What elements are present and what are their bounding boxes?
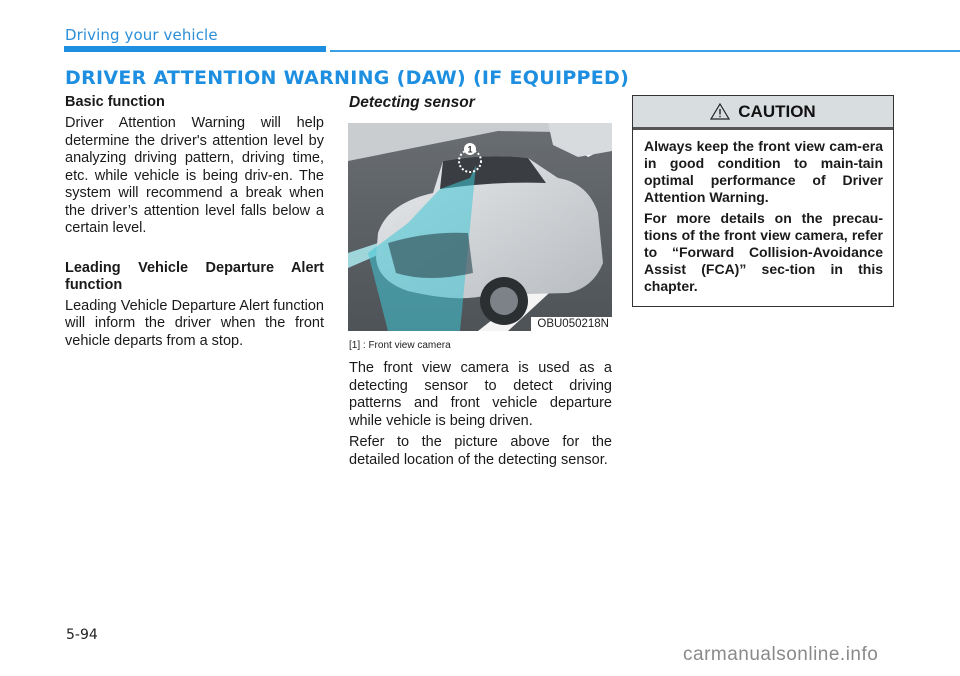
watermark: carmanualsonline.info bbox=[683, 644, 879, 665]
lvda-heading: Leading Vehicle Departure Alert function bbox=[65, 259, 324, 293]
caution-paragraph-1: Always keep the front view cam-era in good condition to main-tain optimal performance of Driver Attention Warning. bbox=[644, 138, 883, 205]
caution-box bbox=[632, 95, 894, 307]
section-label: Driving your vehicle bbox=[65, 26, 218, 44]
sensor-paragraph-1: The front view camera is used as a detecting sensor to detect driving patterns and front vehicle departure while vehicle is being driven. bbox=[349, 360, 612, 429]
left-column bbox=[65, 94, 324, 350]
sensor-paragraph-2: Refer to the picture above for the detailed location of the detecting sensor. bbox=[349, 434, 612, 468]
caution-title: CAUTION bbox=[738, 101, 816, 121]
lvda-text: Leading Vehicle Departure Alert function will inform the driver when the front vehicle departs from a stop. bbox=[65, 297, 324, 349]
car-illustration bbox=[348, 123, 612, 331]
basic-function-heading: Basic function bbox=[65, 94, 165, 110]
caution-paragraph-2: For more details on the precau-tions of the front view camera, refer to “Forward Collision-Avoidance Assist (FCA)” sec-tion in this chapter. bbox=[644, 210, 883, 294]
header-bar-thin bbox=[330, 50, 960, 52]
page-title: DRIVER ATTENTION WARNING (DAW) (IF EQUIPPED) bbox=[65, 67, 630, 89]
middle-column-text bbox=[349, 360, 612, 469]
middle-column-heading-wrap bbox=[349, 94, 612, 111]
header-bar-thick bbox=[64, 46, 326, 52]
figure-caption: [1] : Front view camera bbox=[349, 340, 451, 351]
page-number: 5-94 bbox=[66, 627, 98, 643]
caution-header bbox=[633, 96, 893, 130]
caution-body bbox=[633, 130, 893, 295]
warning-triangle-icon bbox=[710, 103, 730, 120]
figure-code: OBU050218N bbox=[531, 317, 612, 331]
callout-number: 1 bbox=[467, 144, 473, 155]
basic-function-text: Driver Attention Warning will help determine the driver's attention level by analyzing driving pattern, driving time, etc. while vehicle is being driv-en. The system will recommend a break when the driver’s attention level falls below a certain level. bbox=[65, 115, 324, 236]
detecting-sensor-heading: Detecting sensor bbox=[349, 94, 475, 111]
car-camera-figure bbox=[348, 123, 612, 331]
